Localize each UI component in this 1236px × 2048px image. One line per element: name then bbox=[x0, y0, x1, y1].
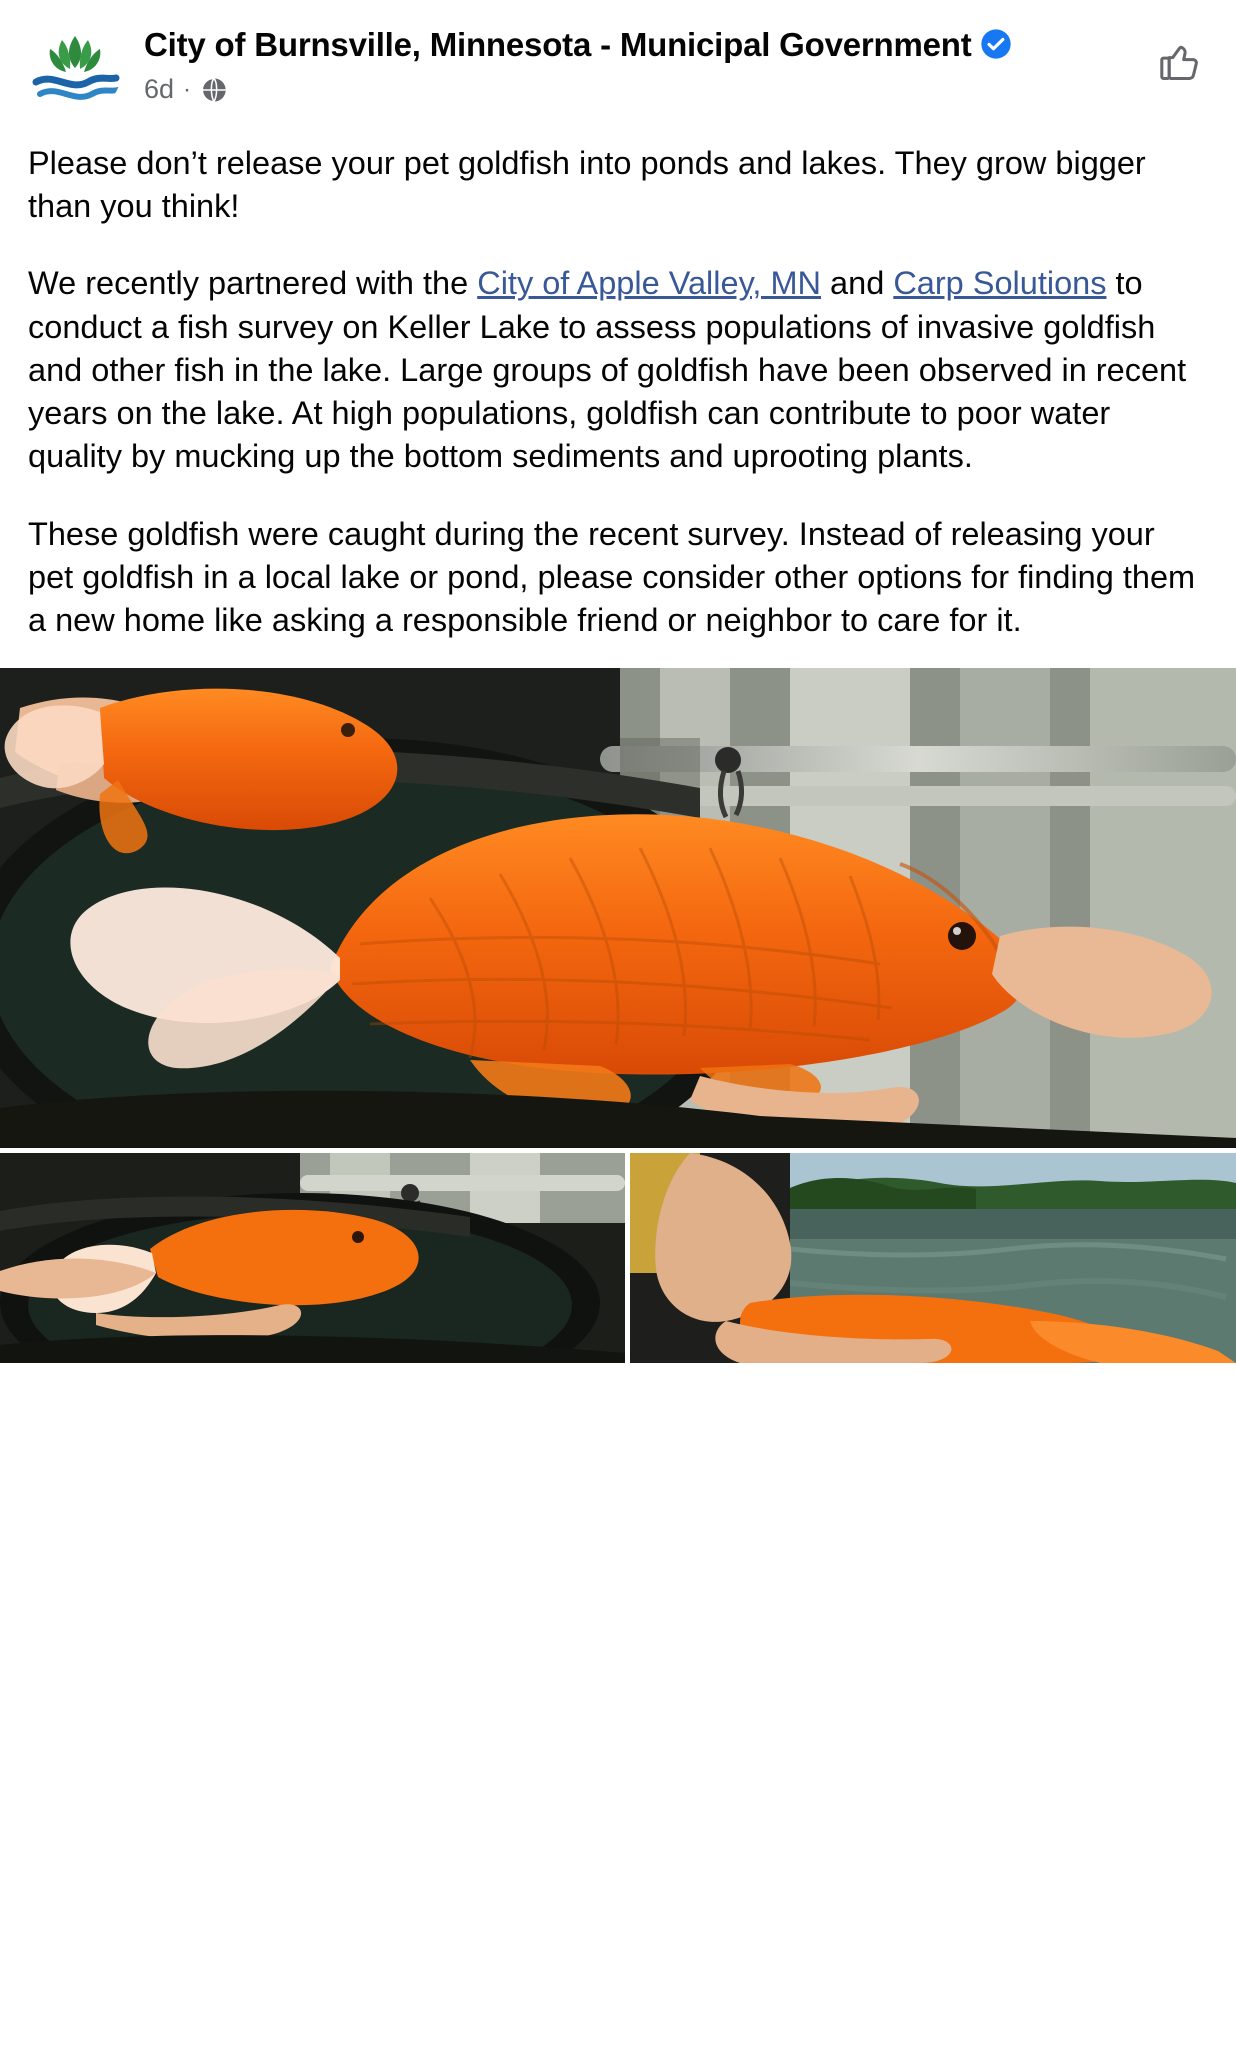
verified-badge-icon bbox=[980, 28, 1012, 60]
post-photo-grid bbox=[0, 668, 1236, 1363]
post-photo-main[interactable] bbox=[0, 668, 1236, 1148]
thumbs-up-icon[interactable] bbox=[1154, 18, 1214, 93]
paragraph-text: These goldfish were caught during the recent survey. Instead of releasing your pet goldfish in a local lake or pond, please consider other options for finding them a new home like asking a responsible friend or neighbor to care for it. bbox=[28, 515, 1196, 638]
post-paragraph bbox=[28, 513, 1206, 643]
post-photo-bottom-left[interactable] bbox=[0, 1153, 625, 1363]
post-photo-bottom-right[interactable] bbox=[630, 1153, 1236, 1363]
post-paragraph bbox=[28, 142, 1206, 228]
post-paragraph bbox=[28, 262, 1206, 478]
post-photo-row bbox=[0, 1153, 1236, 1363]
post-message bbox=[0, 116, 1236, 642]
post-header bbox=[0, 0, 1236, 116]
page-name[interactable]: City of Burnsville, Minnesota - Municipal Government bbox=[144, 26, 972, 63]
paragraph-text: and bbox=[821, 265, 894, 302]
paragraph-text: Please don’t release your pet goldfish into ponds and lakes. They grow bigger than you think! bbox=[28, 145, 1146, 225]
link-carp-solutions[interactable]: Carp Solutions bbox=[893, 265, 1107, 302]
globe-public-icon[interactable] bbox=[200, 76, 228, 104]
paragraph-text: We recently partnered with the bbox=[28, 265, 478, 302]
post-timestamp[interactable]: 6d bbox=[144, 74, 175, 105]
header-text-block bbox=[122, 18, 1154, 105]
page-avatar[interactable] bbox=[28, 22, 122, 116]
meta-separator: · bbox=[183, 75, 192, 103]
post-meta bbox=[144, 74, 1154, 105]
link-city-of-apple-valley[interactable]: City of Apple Valley, MN bbox=[477, 265, 822, 302]
paragraph-text: to conduct a fish survey on Keller Lake to assess populations of invasive goldfish and other fish in the lake. Large groups of goldfish have been observed in recent years on the lake. At high populations, goldfish can contribute to poor water quality by mucking up the bottom sediments and uprooting plants. bbox=[28, 265, 1187, 475]
